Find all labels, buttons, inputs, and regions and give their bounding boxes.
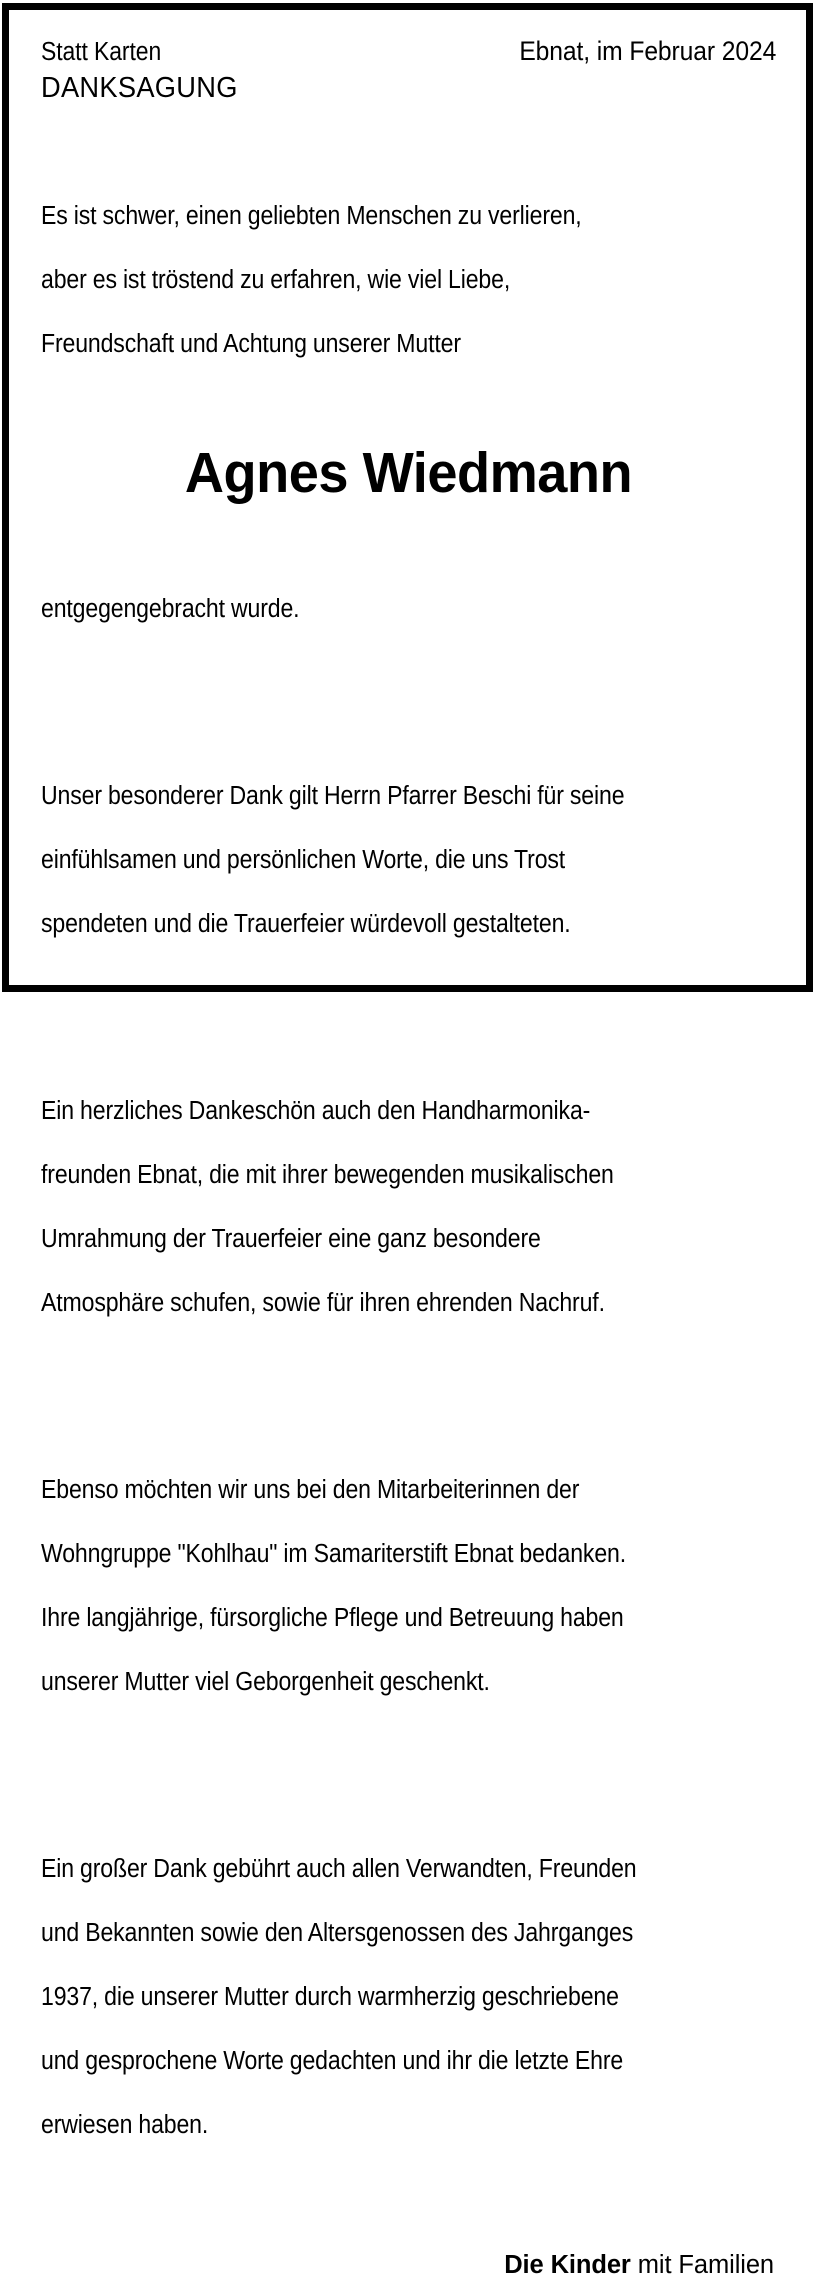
signature-line — [41, 2249, 776, 2281]
deceased-name: Agnes Wiedmann — [184, 441, 633, 505]
paragraph-line: spendeten und die Trauerfeier würdevoll gestalteten. — [41, 910, 571, 938]
paragraph-line: Atmosphäre schufen, sowie für ihren ehrenden Nachruf. — [41, 1289, 605, 1317]
place-and-date: Ebnat, im Februar 2024 — [519, 36, 776, 66]
paragraph-line: erwiesen haben. — [41, 2111, 209, 2139]
paragraph-line: Ein großer Dank gebührt auch allen Verwandten, Freunden — [41, 1855, 637, 1883]
intro-line-1: Es ist schwer, einen geliebten Menschen zu verlieren, — [41, 202, 582, 230]
paragraph-line: unserer Mutter viel Geborgenheit geschenkt. — [41, 1668, 490, 1696]
intro-line-2: aber es ist tröstend zu erfahren, wie viel Liebe, — [41, 266, 511, 294]
after-name-text — [41, 529, 776, 689]
notice-frame — [2, 3, 813, 2279]
paragraph-line: Ihre langjährige, fürsorgliche Pflege und Betreuung haben — [41, 1604, 624, 1632]
signature-bold: Die Kinder — [504, 2251, 631, 2279]
paragraph-line: Wohngruppe "Kohlhau" im Samariterstift Ebnat bedanken. — [41, 1540, 627, 1568]
intro-paragraph — [41, 136, 776, 424]
paragraph-thanks-pastor — [41, 716, 776, 1004]
paragraph-line: freunden Ebnat, die mit ihrer bewegenden musikalischen — [41, 1161, 614, 1189]
paragraph-line: Ein herzliches Dankeschön auch den Handharmonika- — [41, 1097, 591, 1125]
paragraph-thanks-care-home — [41, 1410, 776, 1762]
paragraph-line: und gesprochene Worte gedachten und ihr die letzte Ehre — [41, 2047, 624, 2075]
paragraph-thanks-musicians — [41, 1031, 776, 1383]
notice-header — [41, 36, 776, 68]
notice-content — [41, 36, 776, 2281]
page-title: DANKSAGUNG — [41, 72, 238, 104]
paragraph-line: und Bekannten sowie den Altersgenossen des Jahrganges — [41, 1919, 634, 1947]
paragraph-thanks-relatives — [41, 1789, 776, 2205]
paragraph-line: einfühlsamen und persönlichen Worte, die uns Trost — [41, 846, 566, 874]
signature-regular: mit Familien — [630, 2251, 774, 2279]
paragraph-line: Unser besonderer Dank gilt Herrn Pfarrer Beschi für seine — [41, 782, 625, 810]
paragraph-line: Ebenso möchten wir uns bei den Mitarbeiterinnen der — [41, 1476, 580, 1504]
statt-karten-label: Statt Karten — [41, 38, 162, 66]
after-name-line: entgegengebracht wurde. — [41, 595, 300, 623]
paragraph-line: Umrahmung der Trauerfeier eine ganz besondere — [41, 1225, 541, 1253]
paragraph-line: 1937, die unserer Mutter durch warmherzig geschriebene — [41, 1983, 619, 2011]
intro-line-3: Freundschaft und Achtung unserer Mutter — [41, 330, 461, 358]
